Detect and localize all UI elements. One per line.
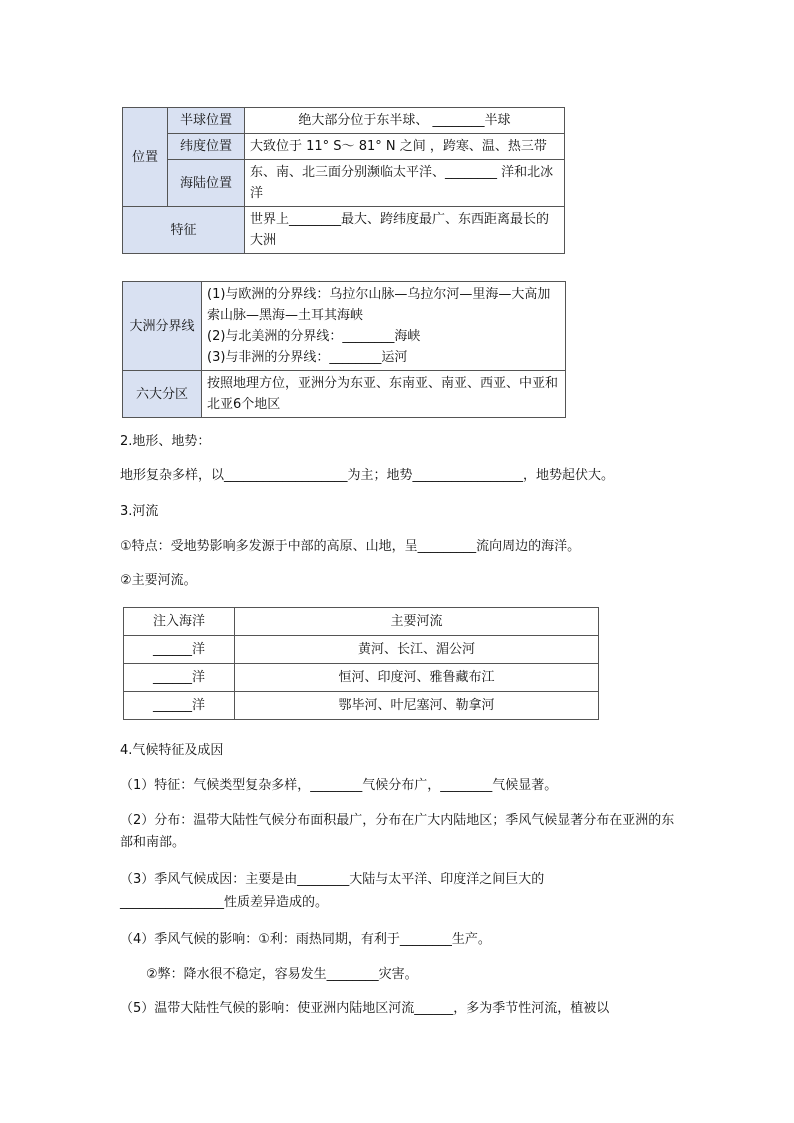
table-row: [124, 664, 599, 692]
rivers-cell: 恒河、印度河、雅鲁藏布江: [235, 664, 599, 692]
feature-label: 特征: [123, 207, 245, 254]
monsoon-cause-a: （3）季风气候成因：主要是由________大陆与太平洋、印度洋之间巨大的: [120, 872, 545, 887]
climate-feature: （1）特征：气候类型复杂多样，________气候分布广，________气候显著。: [120, 778, 558, 793]
boundary-label: 大洲分界线: [123, 282, 202, 371]
section-2-text: 地形复杂多样，以___________________为主；地势_________________，地势起伏大。: [120, 468, 615, 483]
sea-land-label: 海陆位置: [168, 160, 245, 207]
boundary-region-table: [122, 281, 566, 418]
section-3-feature: ①特点：受地势影响多发源于中部的高原、山地，呈_________流向周边的海洋。: [120, 539, 581, 554]
latitude-label: 纬度位置: [168, 134, 245, 160]
rivers-header-ocean: 注入海洋: [124, 608, 235, 636]
monsoon-impact-harm: ②弊：降水很不稳定，容易发生________灾害。: [146, 967, 418, 982]
section-3-main-rivers: ②主要河流。: [120, 573, 197, 588]
region-label: 六大分区: [123, 371, 202, 418]
continental-climate-impact: （5）温带大陆性气候的影响：使亚洲内陆地区河流______，多为季节性河流，植被以: [120, 1001, 610, 1016]
sea-land-text: 东、南、北三面分别濒临太平洋、________ 洋和北冰洋: [245, 160, 565, 207]
rivers-table: [123, 607, 599, 720]
location-feature-table: [122, 107, 565, 254]
boundary-text: [202, 282, 566, 371]
table-row: [124, 692, 599, 720]
section-3-title: 3.河流: [120, 504, 159, 519]
feature-text: 世界上________最大、跨纬度最广、东西距离最长的大洲: [245, 207, 565, 254]
climate-distribution: （2）分布：温带大陆性气候分布面积最广，分布在广大内陆地区；季风气候显著分布在亚洲的东部和南部。: [120, 813, 675, 850]
ocean-cell: ______洋: [124, 636, 235, 664]
boundary-africa: (3)与非洲的分界线：________运河: [207, 350, 408, 365]
hemisphere-label: 半球位置: [168, 108, 245, 134]
ocean-cell: ______洋: [124, 664, 235, 692]
position-header: 位置: [123, 108, 168, 207]
rivers-cell: 黄河、长江、湄公河: [235, 636, 599, 664]
latitude-text: 大致位于 11° S～ 81° N 之间 ，跨寒、温、热三带: [245, 134, 565, 160]
boundary-europe: (1)与欧洲的分界线：乌拉尔山脉—乌拉尔河—里海—大高加索山脉—黑海—土耳其海峡: [207, 287, 551, 323]
monsoon-impact-benefit: （4）季风气候的影响：①利：雨热同期，有利于________生产。: [120, 932, 491, 947]
hemisphere-text: 绝大部分位于东半球、 ________半球: [245, 108, 565, 134]
region-text: 按照地理方位，亚洲分为东亚、东南亚、南亚、西亚、中亚和北亚6个地区: [202, 371, 566, 418]
ocean-cell: ______洋: [124, 692, 235, 720]
monsoon-cause-b: ________________性质差异造成的。: [120, 895, 329, 910]
table-row: [124, 636, 599, 664]
rivers-cell: 鄂毕河、叶尼塞河、勒拿河: [235, 692, 599, 720]
section-4-title: 4.气候特征及成因: [120, 743, 224, 758]
boundary-north-america: (2)与北美洲的分界线：________海峡: [207, 329, 421, 344]
rivers-header-rivers: 主要河流: [235, 608, 599, 636]
section-2-title: 2.地形、地势：: [120, 434, 211, 449]
